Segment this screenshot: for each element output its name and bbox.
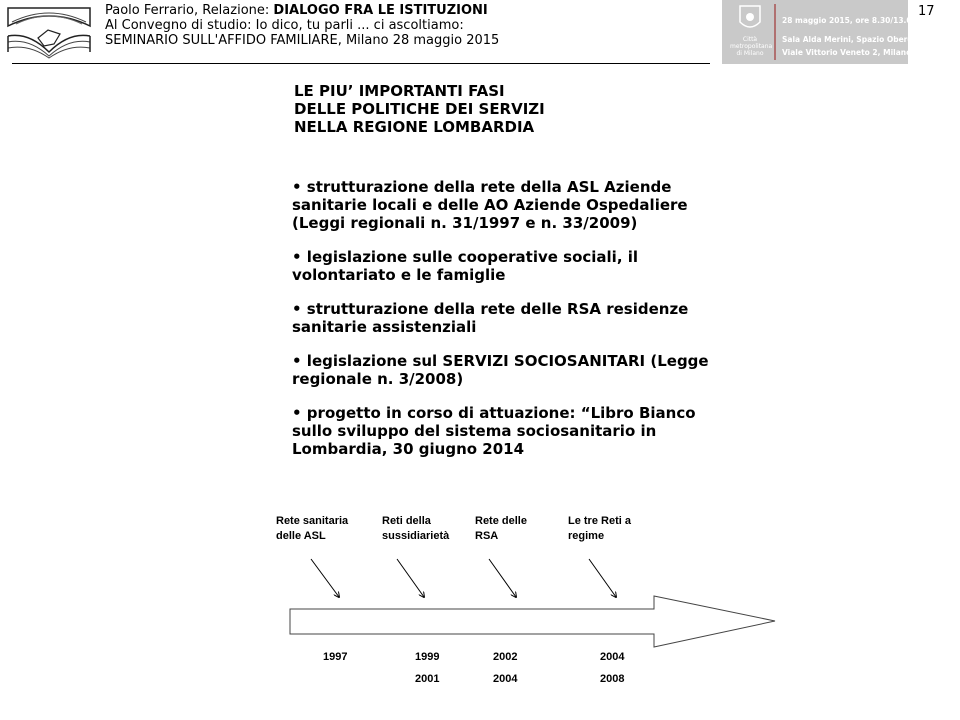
stage-label-asl	[276, 514, 348, 544]
stage-label-sussidiarieta	[382, 514, 449, 544]
stage-label-line: regime	[568, 530, 605, 542]
stage-year: 2001	[415, 673, 440, 685]
header-report-title: DIALOGO FRA LE ISTITUZIONI	[273, 3, 488, 18]
page-number: 17	[918, 4, 935, 19]
stage-year: 2002	[493, 651, 518, 663]
bullet-item: • progetto in corso di attuazione: “Libro Bianco sullo sviluppo del sistema sociosanitario in Lombardia, 30 giugno 2014	[292, 404, 696, 458]
stage-label-line: Le tre Reti a	[568, 515, 631, 527]
timeline-arrow	[290, 596, 775, 647]
stage-pointer-arrow	[397, 559, 424, 597]
bullet-item: • strutturazione della rete della ASL Aziende sanitarie locali e delle AO Aziende Ospedaliere (Leggi regionali n. 31/1997 e n. 33/2009)	[292, 178, 688, 232]
crest-caption: Città metropolitana di Milano	[730, 36, 773, 57]
title-line: NELLA REGIONE LOMBARDIA	[294, 118, 535, 136]
bullet-item: • legislazione sul SERVIZI SOCIOSANITARI (Legge regionale n. 3/2008)	[292, 352, 709, 388]
stage-year: 1999	[415, 651, 440, 663]
stage-label-line: Reti della	[382, 515, 431, 527]
stage-year: 1997	[323, 651, 348, 663]
stage-label-tre-reti	[568, 514, 631, 544]
header-line-3: SEMINARIO SULL'AFFIDO FAMILIARE, Milano 28 maggio 2015	[105, 33, 500, 48]
stage-year: 2004	[493, 673, 518, 685]
bullet-item: • strutturazione della rete delle RSA residenze sanitarie assistenziali	[292, 300, 689, 336]
banner-address: Viale Vittorio Veneto 2, Milano	[782, 48, 912, 57]
header-line-2: Al Convegno di studio: Io dico, tu parli ... ci ascoltiamo:	[105, 18, 464, 33]
stage-pointer-arrow	[589, 559, 616, 597]
title-line: LE PIU’ IMPORTANTI FASI	[294, 82, 505, 100]
bullet-item: • legislazione sulle cooperative sociali, il volontariato e le famiglie	[292, 248, 639, 284]
stage-label-rsa	[475, 514, 527, 544]
title-line: DELLE POLITICHE DEI SERVIZI	[294, 100, 545, 118]
stage-pointer-arrow	[311, 559, 339, 597]
stage-year: 2004	[600, 651, 625, 663]
stage-year: 2008	[600, 673, 625, 685]
stage-label-line: Rete sanitaria	[276, 515, 349, 527]
stage-label-line: RSA	[475, 530, 499, 542]
banner-date: 28 maggio 2015, ore 8.30/13.00	[782, 16, 917, 25]
header-author: Paolo Ferrario, Relazione:	[105, 3, 274, 18]
stage-label-line: Rete delle	[475, 515, 527, 527]
stage-pointer-arrow	[489, 559, 516, 597]
banner-venue: Sala Alda Merini, Spazio Oberdan	[782, 35, 924, 44]
stage-label-line: delle ASL	[276, 530, 326, 542]
stage-label-line: sussidiarietà	[382, 530, 450, 542]
